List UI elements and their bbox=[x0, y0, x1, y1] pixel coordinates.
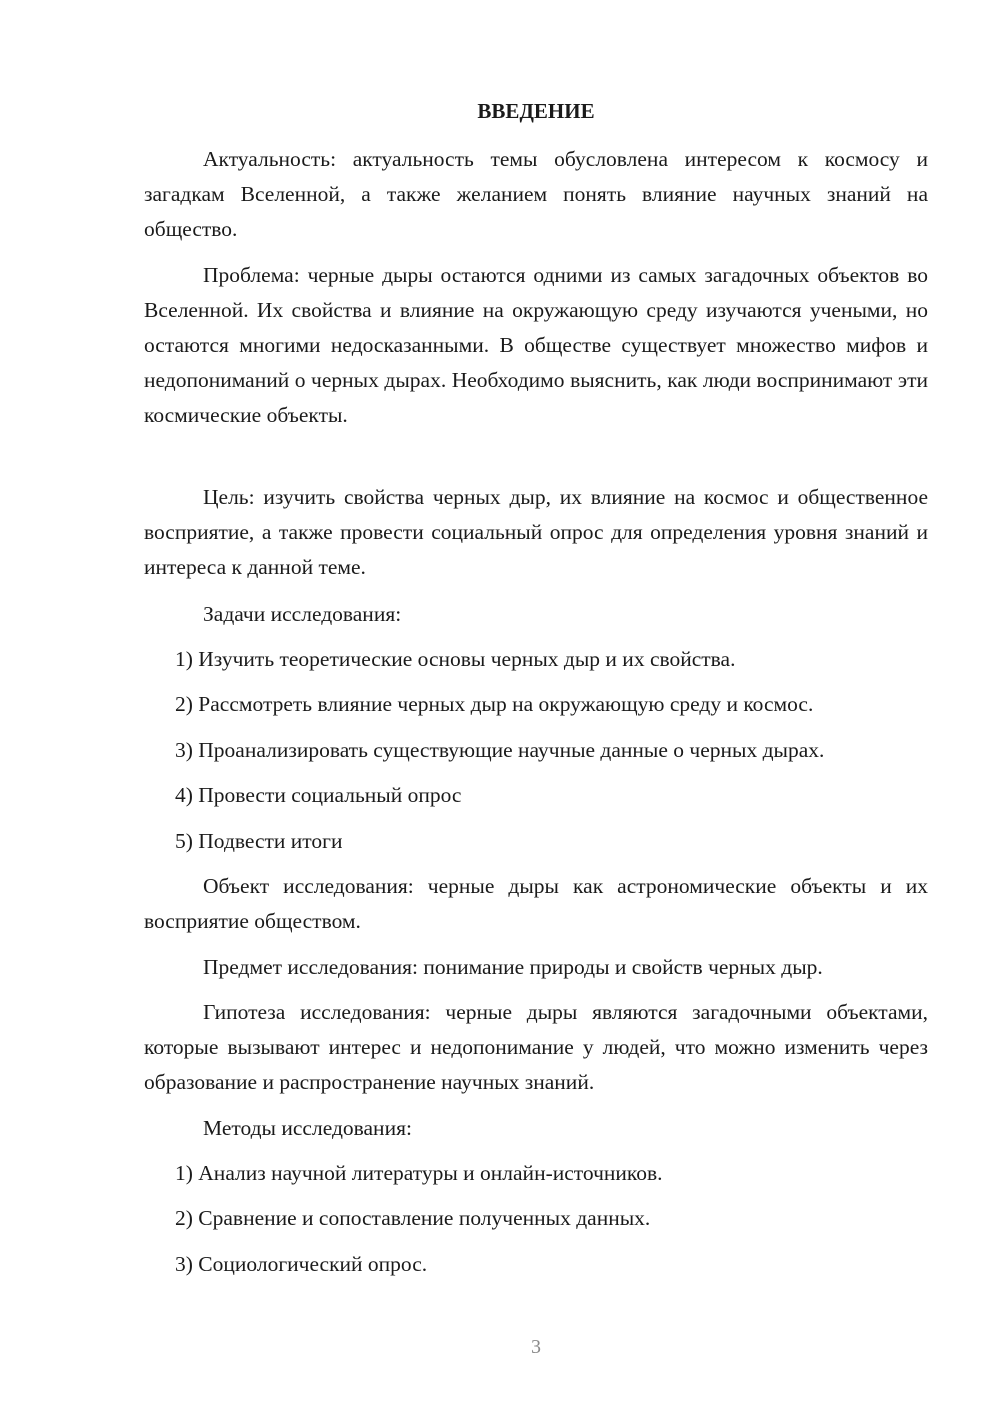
task-item: 4) Провести социальный опрос bbox=[175, 783, 462, 807]
method-item: 1) Анализ научной литературы и онлайн-источников. bbox=[175, 1161, 663, 1185]
page-number: 3 bbox=[531, 1336, 541, 1358]
method-item: 2) Сравнение и сопоставление полученных данных. bbox=[175, 1206, 651, 1230]
page-title: ВВЕДЕНИЕ bbox=[477, 99, 595, 123]
task-item: 2) Рассмотреть влияние черных дыр на окружающую среду и космос. bbox=[175, 692, 814, 716]
task-item: 1) Изучить теоретические основы черных дыр и их свойства. bbox=[175, 647, 736, 671]
tasks-heading: Задачи исследования: bbox=[203, 602, 402, 626]
task-item: 3) Проанализировать существующие научные данные о черных дырах. bbox=[175, 738, 825, 762]
hypothesis-paragraph: Гипотеза исследования: черные дыры являются загадочными объектами, которые вызывают интерес и недопонимание у людей, что можно изменить через образование и распространение научных знаний. bbox=[144, 1000, 928, 1094]
task-item: 5) Подвести итоги bbox=[175, 829, 343, 853]
problem-paragraph: Проблема: черные дыры остаются одними из самых загадочных объектов во Вселенной. Их свойства и влияние на окружающую среду изучаются учеными, но остаются многими недосказанными. В обществе существует множество мифов и недопониманий о черных дырах. Необходимо выяснить, как люди воспринимают эти космические объекты. bbox=[144, 263, 928, 427]
object-paragraph: Объект исследования: черные дыры как астрономические объекты и их восприятие обществом. bbox=[144, 874, 928, 933]
subject-paragraph: Предмет исследования: понимание природы и свойств черных дыр. bbox=[203, 955, 823, 979]
goal-paragraph: Цель: изучить свойства черных дыр, их влияние на космос и общественное восприятие, а также провести социальный опрос для определения уровня знаний и интереса к данной теме. bbox=[144, 485, 928, 579]
relevance-paragraph: Актуальность: актуальность темы обусловлена интересом к космосу и загадкам Вселенной, а также желанием понять влияние научных знаний на общество. bbox=[144, 147, 928, 241]
methods-heading: Методы исследования: bbox=[203, 1116, 412, 1140]
method-item: 3) Социологический опрос. bbox=[175, 1252, 428, 1276]
